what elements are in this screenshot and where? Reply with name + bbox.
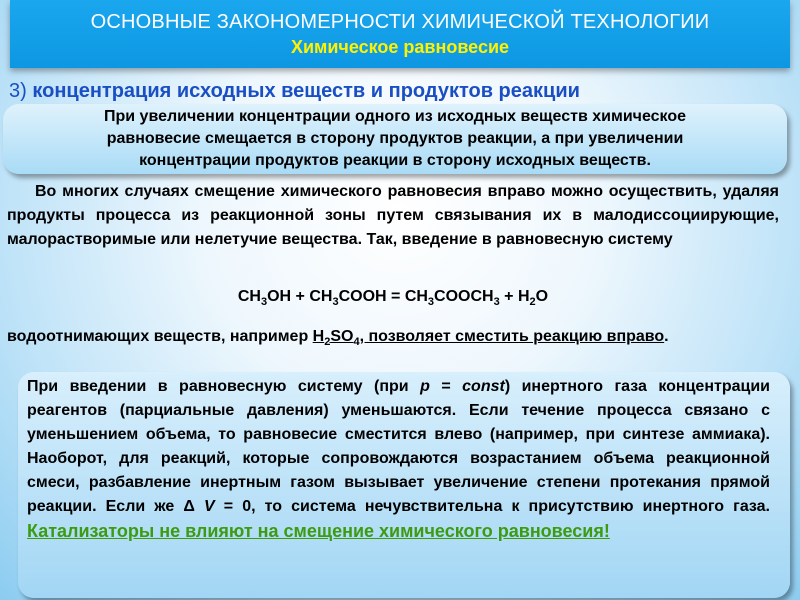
- eq-part: OH + CH: [267, 288, 333, 305]
- section-heading: [9, 80, 580, 103]
- section-number: 3): [9, 80, 27, 102]
- page-title: ОСНОВНЫЕ ЗАКОНОМЕРНОСТИ ХИМИЧЕСКОЙ ТЕХНОЛОГИИ: [90, 11, 710, 33]
- body-paragraph-2: [7, 326, 767, 353]
- page-subtitle: Химическое равновесие: [290, 37, 510, 57]
- eq-sub: 3: [260, 296, 268, 309]
- eq-part: + H: [499, 288, 530, 305]
- para2-text: водоотнимающих веществ, например: [7, 328, 313, 345]
- catalyst-note: Катализаторы не влияют на смещение химического равновесия!: [27, 521, 610, 541]
- formula-sub: 2: [324, 336, 331, 349]
- para2-end: .: [664, 328, 669, 345]
- body-paragraph-1: [7, 180, 779, 252]
- section-heading-text: концентрация исходных веществ и продуктов реакции: [32, 80, 580, 102]
- eq-part: COOH = CH: [338, 288, 428, 305]
- reaction-equation: [0, 288, 786, 308]
- inert-text: При введении в равновесную систему (при: [27, 378, 421, 395]
- sulfuric-acid-underlined: [312, 328, 665, 349]
- const-variable: const: [462, 378, 505, 395]
- inert-text: ) инертного газа концентрации реагентов (парциальные давления) уменьшаются. Если течение процесса связано с уменьшением объема, то равновесие сместится влево (например, при синтезе аммиака). Наоборот, для реакций, которые сопровождаются возрастанием объема реакционной смеси, разбавление инертным газом вызывает увеличение степени протекания прямой реакции. Если же Δ: [27, 378, 771, 515]
- principle-line-3: концентрации продуктов реакции в сторону исходных веществ.: [139, 152, 651, 169]
- inert-gas-paragraph: [27, 375, 770, 545]
- formula-part: SO: [330, 328, 354, 345]
- eq-part: O: [535, 288, 549, 305]
- eq-sub: 3: [493, 296, 500, 309]
- eq-sub: 3: [332, 296, 339, 309]
- inert-text: = 0, то система нечувствительна к присутствию инертного газа.: [214, 498, 770, 515]
- inert-text: =: [429, 378, 463, 395]
- para2-underlined-text: , позволяет сместить реакцию вправо: [359, 328, 665, 345]
- eq-part: CH: [237, 288, 261, 305]
- principle-line-2: равновесие смещается в сторону продуктов реакции, а при увеличении: [106, 130, 684, 147]
- formula-sub: 4: [353, 336, 360, 349]
- body-paragraph-1-text: Во многих случаях смещение химического равновесия вправо можно осуществить, удаляя продукты процесса из реакционной зоны путем связывания их в малодиссоциирующие, малорастворимые или нелетучие вещества. Так, введение в равновесную систему: [7, 183, 779, 248]
- title-banner: [10, 0, 790, 68]
- pressure-variable: p: [420, 378, 430, 395]
- principle-line-1: При увеличении концентрации одного из исходных веществ химическое: [104, 108, 686, 125]
- volume-variable: V: [204, 498, 215, 515]
- formula-part: H: [312, 328, 325, 345]
- eq-sub: 2: [529, 296, 536, 309]
- principle-box: [3, 104, 787, 174]
- eq-part: COOCH: [434, 288, 494, 305]
- inert-gas-box: [18, 372, 790, 598]
- eq-sub: 3: [427, 296, 435, 309]
